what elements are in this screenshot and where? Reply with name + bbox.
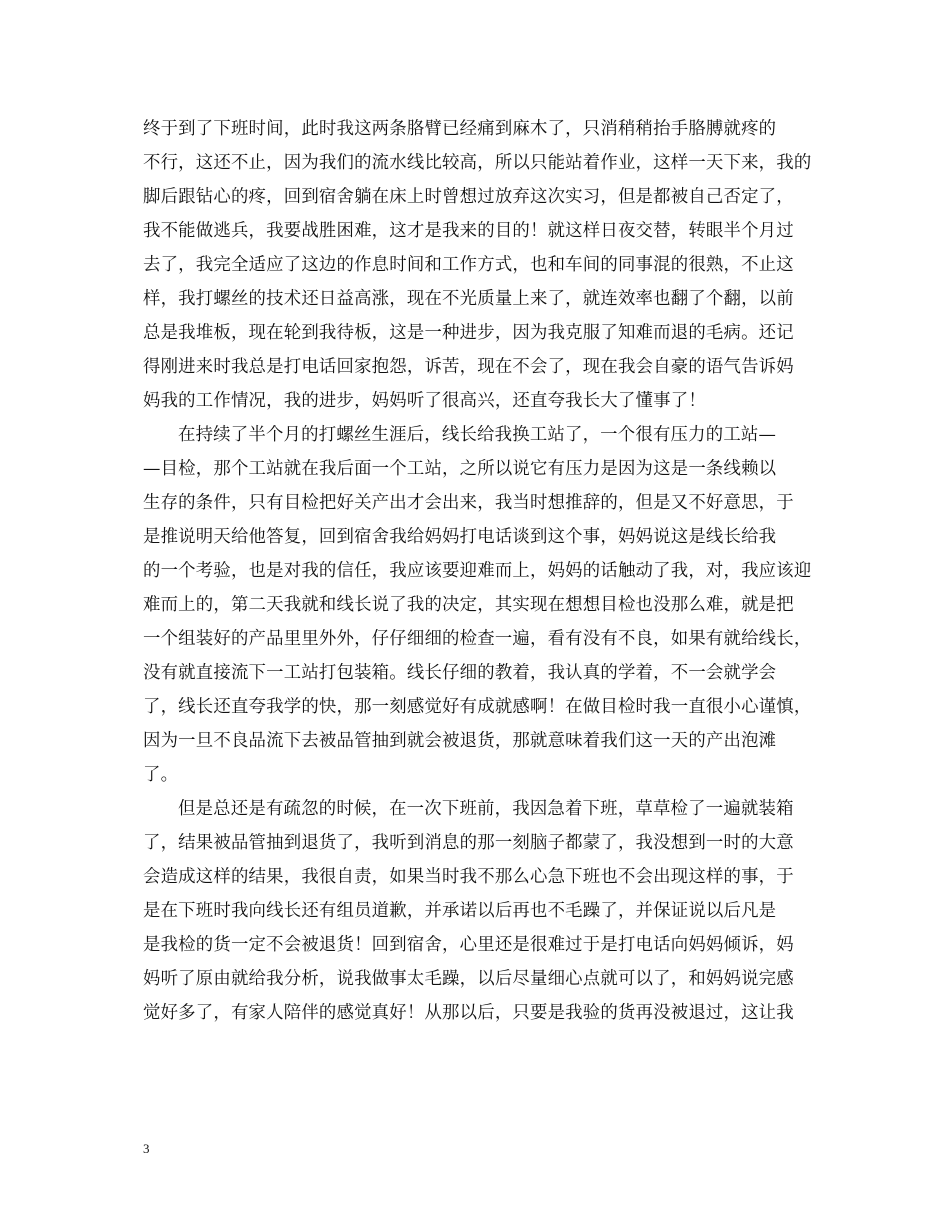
text-line: 会造成这样的结果，我很自责，如果当时我不那么心急下班也不会出现这样的事，于 [143,867,794,887]
text-line: 我不能做逃兵，我要战胜困难，这才是我来的目的！就这样日夜交替，转眼半个月过 [143,221,794,241]
text-line: 是推说明天给他答复，回到宿舍我给妈妈打电话谈到这个事，妈妈说这是线长给我 [143,527,777,547]
document-body [143,112,813,1030]
text-line: 生存的条件，只有目检把好关产出才会出来，我当时想推辞的，但是又不好意思，于 [143,493,794,513]
paragraph-2 [143,418,813,792]
text-line: 了，线长还直夸我学的快，那一刻感觉好有成就感啊！在做目检时我一直很小心谨慎， [143,697,812,717]
text-line: 妈我的工作情况，我的进步，妈妈听了很高兴，还直夸我长大了懂事了！ [143,391,706,411]
text-line: 总是我堆板，现在轮到我待板，这是一种进步，因为我克服了知难而退的毛病。还记 [143,323,794,343]
text-line: 不行，这还不止，因为我们的流水线比较高，所以只能站着作业，这样一天下来，我的 [143,153,812,173]
text-line: 了，结果被品管抽到退货了，我听到消息的那一刻脑子都蒙了，我没想到一时的大意 [143,833,794,853]
text-line: 得刚进来时我总是打电话回家抱怨，诉苦，现在不会了，现在我会自豪的语气告诉妈 [143,357,794,377]
text-line: 因为一旦不良品流下去被品管抽到就会被退货，那就意味着我们这一天的产出泡滩 [143,731,777,751]
page-number: 3 [143,1141,150,1156]
text-line: 终于到了下班时间，此时我这两条胳臂已经痛到麻木了，只消稍稍抬手胳膊就疼的 [143,119,777,139]
text-line: 的一个考验，也是对我的信任，我应该要迎难而上，妈妈的话触动了我，对，我应该迎 [143,561,812,581]
text-line: 了。 [143,765,179,785]
text-line: 在持续了半个月的打螺丝生涯后，线长给我换工站了，一个很有压力的工站— [178,425,777,445]
text-line: 样，我打螺丝的技术还日益高涨，现在不光质量上来了，就连效率也翻了个翻，以前 [143,289,794,309]
text-line: 妈听了原由就给我分析，说我做事太毛躁，以后尽量细心点就可以了，和妈妈说完感 [143,969,794,989]
paragraph-3 [143,792,813,1030]
text-line: 是在下班时我向线长还有组员道歉，并承诺以后再也不毛躁了，并保证说以后凡是 [143,901,777,921]
text-line: 脚后跟钻心的疼，回到宿舍躺在床上时曾想过放弃这次实习，但是都被自己否定了， [143,187,794,207]
text-line: 但是总还是有疏忽的时候，在一次下班前，我因急着下班，草草检了一遍就装箱 [178,799,794,819]
text-line: 一个组装好的产品里里外外，仔仔细细的检查一遍，看有没有不良，如果有就给线长， [143,629,812,649]
text-line: 去了，我完全适应了这边的作息时间和工作方式，也和车间的同事混的很熟，不止这 [143,255,794,275]
text-line: 没有就直接流下一工站打包装箱。线长仔细的教着，我认真的学着，不一会就学会 [143,663,777,683]
text-line: 觉好多了，有家人陪伴的感觉真好！从那以后，只要是我验的货再没被退过，这让我 [143,1003,794,1023]
paragraph-1 [143,112,813,418]
text-line: 是我检的货一定不会被退货！回到宿舍，心里还是很难过于是打电话向妈妈倾诉，妈 [143,935,794,955]
text-line: 难而上的，第二天我就和线长说了我的决定，其实现在想想目检也没那么难，就是把 [143,595,794,615]
text-line: —目检，那个工站就在我后面一个工站，之所以说它有压力是因为这是一条线赖以 [143,459,777,479]
